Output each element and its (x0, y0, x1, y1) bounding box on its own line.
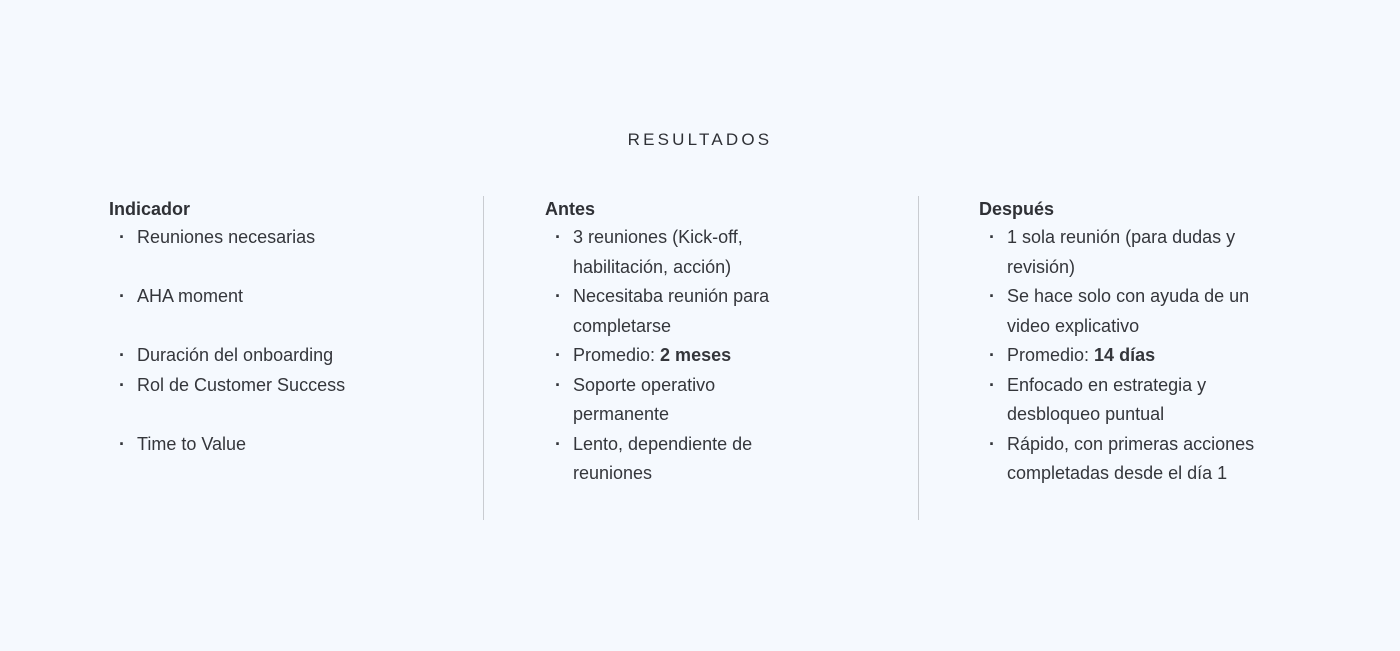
column-heading: Indicador (109, 199, 191, 219)
list-item: · AHA moment (109, 282, 483, 341)
list-item (979, 341, 1279, 371)
comparison-table (0, 196, 1400, 520)
list-item: · Rápido, con primeras acciones completadas desde el día 1 (979, 430, 1279, 489)
item-highlight: 2 meses (660, 345, 732, 365)
list-item: · Soporte operativo permanente (545, 371, 795, 430)
antes-list (545, 223, 795, 489)
column-indicador (109, 196, 483, 520)
list-item: · Enfocado en estrategia y desbloqueo puntual (979, 371, 1279, 430)
list-item: · 1 sola reunión (para dudas y revisión) (979, 223, 1279, 282)
list-item: · Time to Value (109, 430, 483, 460)
item-highlight: 14 días (1094, 345, 1156, 365)
despues-list (979, 223, 1279, 489)
list-item: · Reuniones necesarias (109, 223, 483, 282)
list-item: · Duración del onboarding (109, 341, 483, 371)
column-antes (483, 196, 918, 520)
item-prefix: Promedio: (1007, 345, 1095, 365)
column-heading: Después (979, 199, 1055, 219)
section-title: RESULTADOS (627, 130, 773, 149)
indicator-list (109, 223, 483, 459)
list-item: · 3 reuniones (Kick-off, habilitación, acción) (545, 223, 795, 282)
item-prefix: Promedio: (573, 345, 661, 365)
list-item: · Rol de Customer Success (109, 371, 483, 430)
list-item (545, 341, 795, 371)
list-item: · Necesitaba reunión para completarse (545, 282, 795, 341)
list-item: · Se hace solo con ayuda de un video explicativo (979, 282, 1279, 341)
column-despues (918, 196, 1338, 520)
list-item: · Lento, dependiente de reuniones (545, 430, 795, 489)
column-heading: Antes (545, 199, 596, 219)
